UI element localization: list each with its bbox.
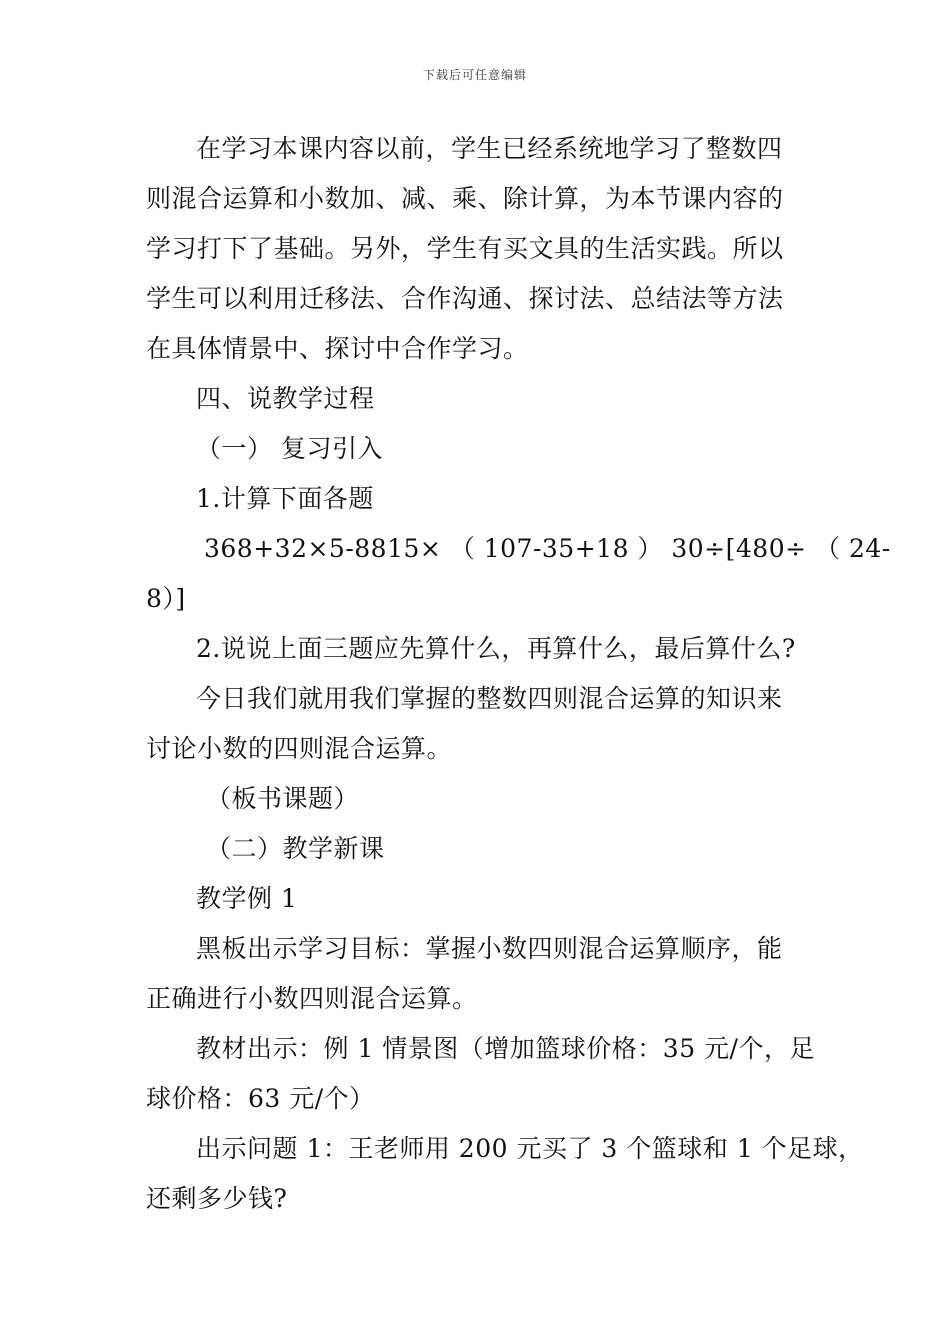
paragraph-line-5: 在具体情景中、探讨中合作学习。 (146, 334, 529, 363)
exercise-heading: 1.计算下面各题 (196, 484, 374, 513)
problem-1-line-1: 出示问题 1：王老师用 200 元买了 3 个篮球和 1 个足球， (196, 1134, 864, 1163)
page-header: 下载后可任意编辑 (422, 68, 527, 82)
paragraph-line-2: 则混合运算和小数加、减、乘、除计算，为本节课内容的 (146, 184, 784, 213)
material-line-1: 教材出示：例 1 情景图（增加篮球价格：35 元/个，足 (196, 1034, 815, 1063)
board-title-note: （板书课题） (206, 784, 360, 813)
paragraph-line-4: 学生可以利用迁移法、合作沟通、探讨法、总结法等方法 (146, 284, 784, 313)
goal-line-2: 正确进行小数四则混合运算。 (146, 984, 478, 1013)
paragraph-line-1: 在学习本课内容以前，学生已经系统地学习了整数四 (196, 134, 783, 163)
intro-line-2: 讨论小数的四则混合运算。 (146, 734, 453, 763)
intro-line-1: 今日我们就用我们掌握的整数四则混合运算的知识来 (196, 684, 783, 713)
problem-1-line-2: 还剩多少钱? (146, 1184, 288, 1213)
question-2: 2.说说上面三题应先算什么，再算什么，最后算什么? (196, 634, 796, 663)
goal-line-1: 黑板出示学习目标：掌握小数四则混合运算顺序，能 (196, 934, 783, 963)
section-heading-4: 四、说教学过程 (196, 384, 375, 413)
subsection-heading-2: （二）教学新课 (206, 834, 385, 863)
material-line-2: 球价格：63 元/个） (146, 1084, 375, 1113)
exercise-problems: 368+32×5-8815× （ 107-35+18 ） 30÷[480÷ （ 24- (204, 534, 891, 563)
exercise-problems-cont: 8）] (146, 584, 186, 613)
paragraph-line-3: 学习打下了基础。另外，学生有买文具的生活实践。所以 (146, 234, 784, 263)
subsection-heading-1: （一） 复习引入 (196, 434, 383, 463)
example-heading: 教学例 1 (196, 884, 298, 913)
